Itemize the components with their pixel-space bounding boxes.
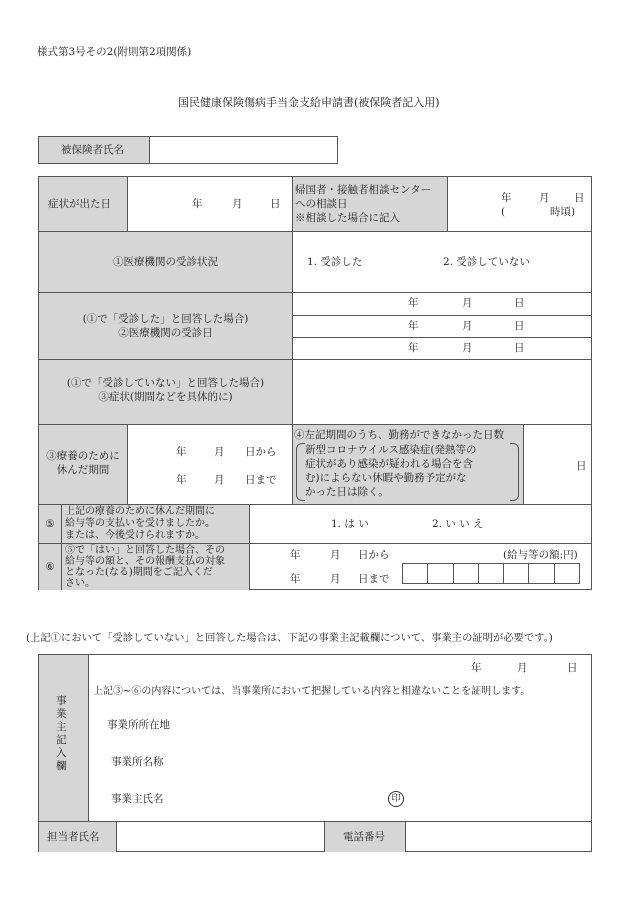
q6-field: 年 月 日から 年 月 日まで (給与等の額:円): [250, 544, 592, 590]
note-bracket-right: [510, 443, 519, 501]
employer-box: 事業主記入欄 年 月 日 上記③~⑥の内容については、当事業所において把握している内容と相違ないことを証明します。 事業所所在地 事業所名称 事業主氏名 印 担当者氏名 電話番号: [38, 654, 592, 852]
employer-side-label: 事業主記入欄: [56, 695, 67, 772]
form-number: 様式第3号その2(附則第2項関係): [37, 46, 192, 58]
phone-label-cell: [325, 822, 406, 852]
q1-label: ①医療機関の受診状況: [113, 256, 218, 268]
q5-number-cell: ⑤: [39, 505, 62, 544]
employer-certify-text: 上記③~⑥の内容については、当事業所において把握している内容と相違ないことを証明します。: [93, 686, 531, 697]
amount-digit-box[interactable]: [428, 564, 453, 583]
footer-row: [39, 821, 591, 852]
amount-digit-box[interactable]: [555, 564, 579, 583]
seal-mark: 印: [388, 791, 404, 807]
employer-name-label: 事業主氏名: [111, 793, 164, 805]
consult-date-field[interactable]: 年 月 日 ( 時頃): [448, 177, 592, 232]
q3-symptom-field[interactable]: [293, 360, 592, 425]
q5-options: [250, 505, 592, 544]
q2-date-row-2[interactable]: 年 月 日: [293, 316, 592, 338]
staff-label-cell: [39, 822, 117, 852]
consult-label-cell: 帰国者・接触者相談センター への相談日 ※相談した場合に記入: [293, 177, 448, 232]
amount-label: (給与等の額:円): [503, 549, 578, 561]
q1-option-visited[interactable]: 1. 受診した: [307, 256, 363, 268]
employer-intro: (上記①において「受診していない」と回答した場合は、下記の事業主記載欄について、事業主の証明が必要です。): [26, 632, 553, 644]
employer-side-label-cell: [39, 655, 89, 821]
q5-label-cell: 上記の療養のために休んだ期間に 給与等の支払いを受けましたか。 または、今後受けられますか。: [62, 505, 250, 544]
insured-name-label-cell: [39, 137, 150, 163]
q2-label-cell: (①で「受診した」と回答した場合) ②医療機関の受診日: [39, 293, 293, 360]
insured-name-row: [38, 136, 338, 164]
phone-field[interactable]: [406, 822, 591, 852]
rest-period-label-cell: ③療養のために 休んだ期間: [39, 425, 128, 505]
symptom-date-label: 症状が出た日: [48, 198, 111, 210]
q2-date-row-3[interactable]: 年 月 日: [293, 338, 592, 360]
q1-label-cell: [39, 232, 293, 293]
note-bracket-left: [296, 443, 305, 501]
staff-name-field[interactable]: [117, 822, 325, 852]
unworked-days-label-cell: ④左記期間のうち、勤務ができなかった日数 新型コロナウイルス感染症(発熱等の 症状があり感染が疑われる場合を含 む)によらない休暇や勤務予定がな かった日は除く。: [293, 425, 524, 505]
amount-digit-box[interactable]: [454, 564, 479, 583]
rest-period-field[interactable]: 年 月 日から 年 月 日まで: [128, 425, 293, 505]
q6-number-cell: ⑥: [39, 544, 62, 590]
amount-digit-box[interactable]: [403, 564, 428, 583]
phone-label: 電話番号: [343, 831, 385, 843]
q2-date-row-1[interactable]: 年 月 日: [293, 293, 592, 316]
q6-label-cell: ⑤で「はい」と回答した場合、その 給与等の額と、その報酬支払の対象 となった(なる)期間をご記入くだ さい。: [62, 544, 250, 590]
symptom-date-field[interactable]: 年 月 日: [128, 177, 293, 232]
q5-option-no[interactable]: 2. い い え: [432, 518, 484, 530]
business-address-label: 事業所所在地: [107, 719, 170, 731]
amount-digit-box[interactable]: [529, 564, 554, 583]
staff-name-label: 担当者氏名: [47, 831, 100, 843]
q5-option-yes[interactable]: 1. は い: [331, 518, 369, 530]
business-name-label: 事業所名称: [111, 756, 164, 768]
main-table: [38, 176, 592, 590]
q1-options: [293, 232, 592, 293]
q1-option-not-visited[interactable]: 2. 受診していない: [443, 256, 530, 268]
unworked-days-field[interactable]: 日: [524, 425, 592, 505]
amount-digit-box[interactable]: [504, 564, 529, 583]
symptom-label-cell: [39, 177, 128, 232]
insured-name-label: 被保険者氏名: [61, 144, 124, 156]
amount-digit-boxes[interactable]: [402, 563, 580, 584]
insured-name-field[interactable]: [150, 137, 337, 163]
q3-label-cell: (①で「受診していない」と回答した場合) ③症状(期間などを具体的に): [39, 360, 293, 425]
amount-digit-box[interactable]: [479, 564, 504, 583]
form-title: 国民健康保険傷病手当金支給申請書(被保険者記入用): [178, 96, 440, 109]
